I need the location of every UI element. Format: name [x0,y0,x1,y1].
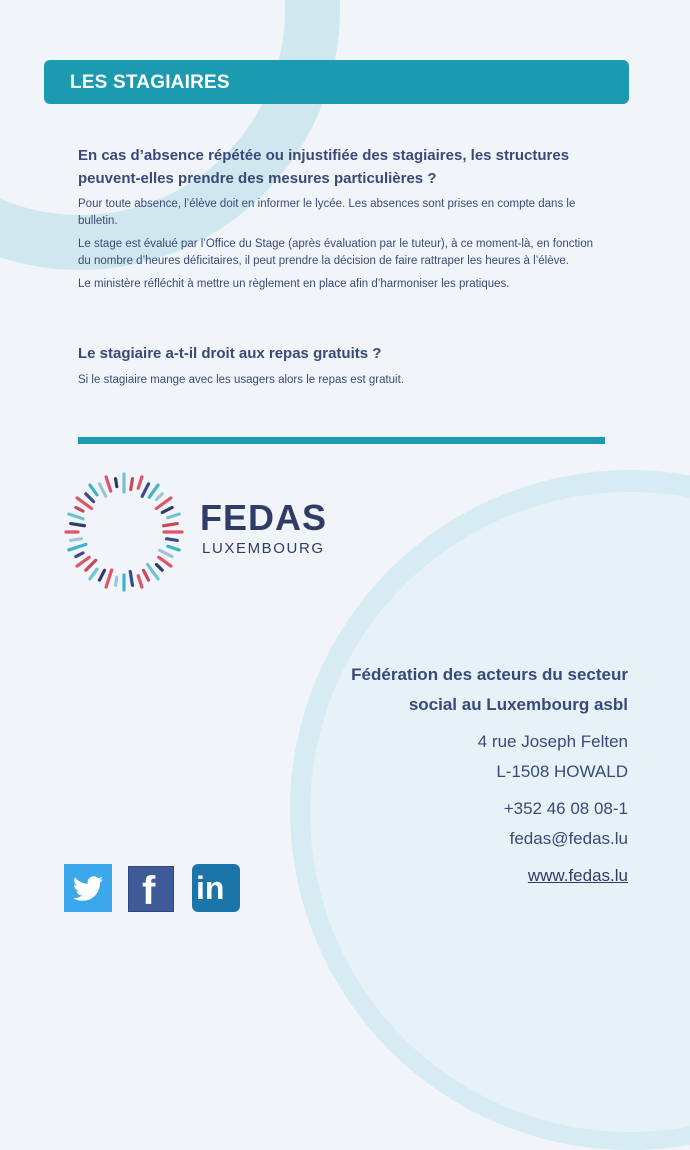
question-absences: En cas d’absence répétée ou injustifiée des stagiaires, les structures peuvent-elles prendre des mesures particulières ? [78,147,570,187]
logo-ring-dash [116,479,117,487]
logo-ring-dash [90,569,97,579]
logo-ring-dash [162,507,172,512]
logo-ring-dash [71,524,85,526]
org-name-line-1: Fédération des acteurs du secteur [351,665,628,684]
logo-ring-dash [76,553,83,557]
logo-ring-dash [131,479,133,490]
fedas-logo-icon [62,470,186,594]
logo-ring-dash [99,570,104,580]
question-meals: Le stagiaire a-t-il droit aux repas gratuits ? [78,345,382,362]
logo-ring-dash [130,572,132,586]
logo-ring-dash [86,560,96,570]
logo-ring-dash [166,539,177,541]
facebook-icon[interactable]: f [128,866,174,912]
logo-ring-dash [157,565,163,571]
section-banner [44,60,629,104]
logo-ring-dash [157,494,163,500]
logo-ring-dash [106,570,112,587]
logo-ring-dash [168,514,179,518]
logo-ring-dash [144,570,149,580]
street-address: 4 rue Joseph Felten [477,732,628,751]
logo-ring-dash [76,507,83,511]
twitter-icon[interactable] [64,864,112,912]
logo-ring-dash [138,477,142,488]
city-address: L-1508 HOWALD [496,762,628,781]
answer-paragraph: Le stage est évalué par l’Office du Stage (après évaluation par le tuteur), à ce moment-là, en fonction du nombre d’heures déficitaires, il peut prendre la décision de faire rattraper les heures à l’élève. [78,238,594,267]
answer-meals: Si le stagiaire mange avec les usagers alors le repas est gratuit. [78,374,404,386]
logo-ring-dash [164,524,178,526]
faq-section-absences [78,144,598,299]
org-name-line-2: social au Luxembourg asbl [408,695,628,714]
logo-ring-dash [71,539,82,541]
website-link[interactable]: www.fedas.lu [527,866,628,885]
logo-ring-dash [86,494,94,502]
linkedin-icon[interactable]: in [192,864,240,912]
logo-ring-dash [149,485,158,497]
logo-ring-dash [99,484,105,496]
phone-number: +352 46 08 08-1 [503,799,628,818]
banner-title: LES STAGIAIRES [70,72,230,93]
answer-paragraph: Pour toute absence, l’élève doit en informer le lycée. Les absences sont prises en compte dans le bulletin. [78,198,576,227]
logo-ring-dash [168,546,179,550]
logo-ring-dash [69,514,83,519]
logo-ring-dash [106,477,111,491]
logo-ring-dash [116,577,117,585]
contact-block [268,660,628,891]
logo-subtitle: LUXEMBOURG [202,540,325,557]
email-address[interactable]: fedas@fedas.lu [509,829,628,848]
logo-ring-dash [142,484,148,496]
logo-name: FEDAS [200,497,328,538]
logo-ring-dash [160,550,172,556]
logo-ring-dash [138,576,142,587]
logo-ring-dash [90,485,97,495]
divider [78,437,605,444]
logo-ring-dash [159,557,171,566]
answer-paragraph: Le ministère réfléchit à mettre un règlement en place afin d’harmoniser les pratiques. [78,278,510,290]
logo-ring-dash [77,557,89,566]
logo-ring-dash [69,544,86,550]
